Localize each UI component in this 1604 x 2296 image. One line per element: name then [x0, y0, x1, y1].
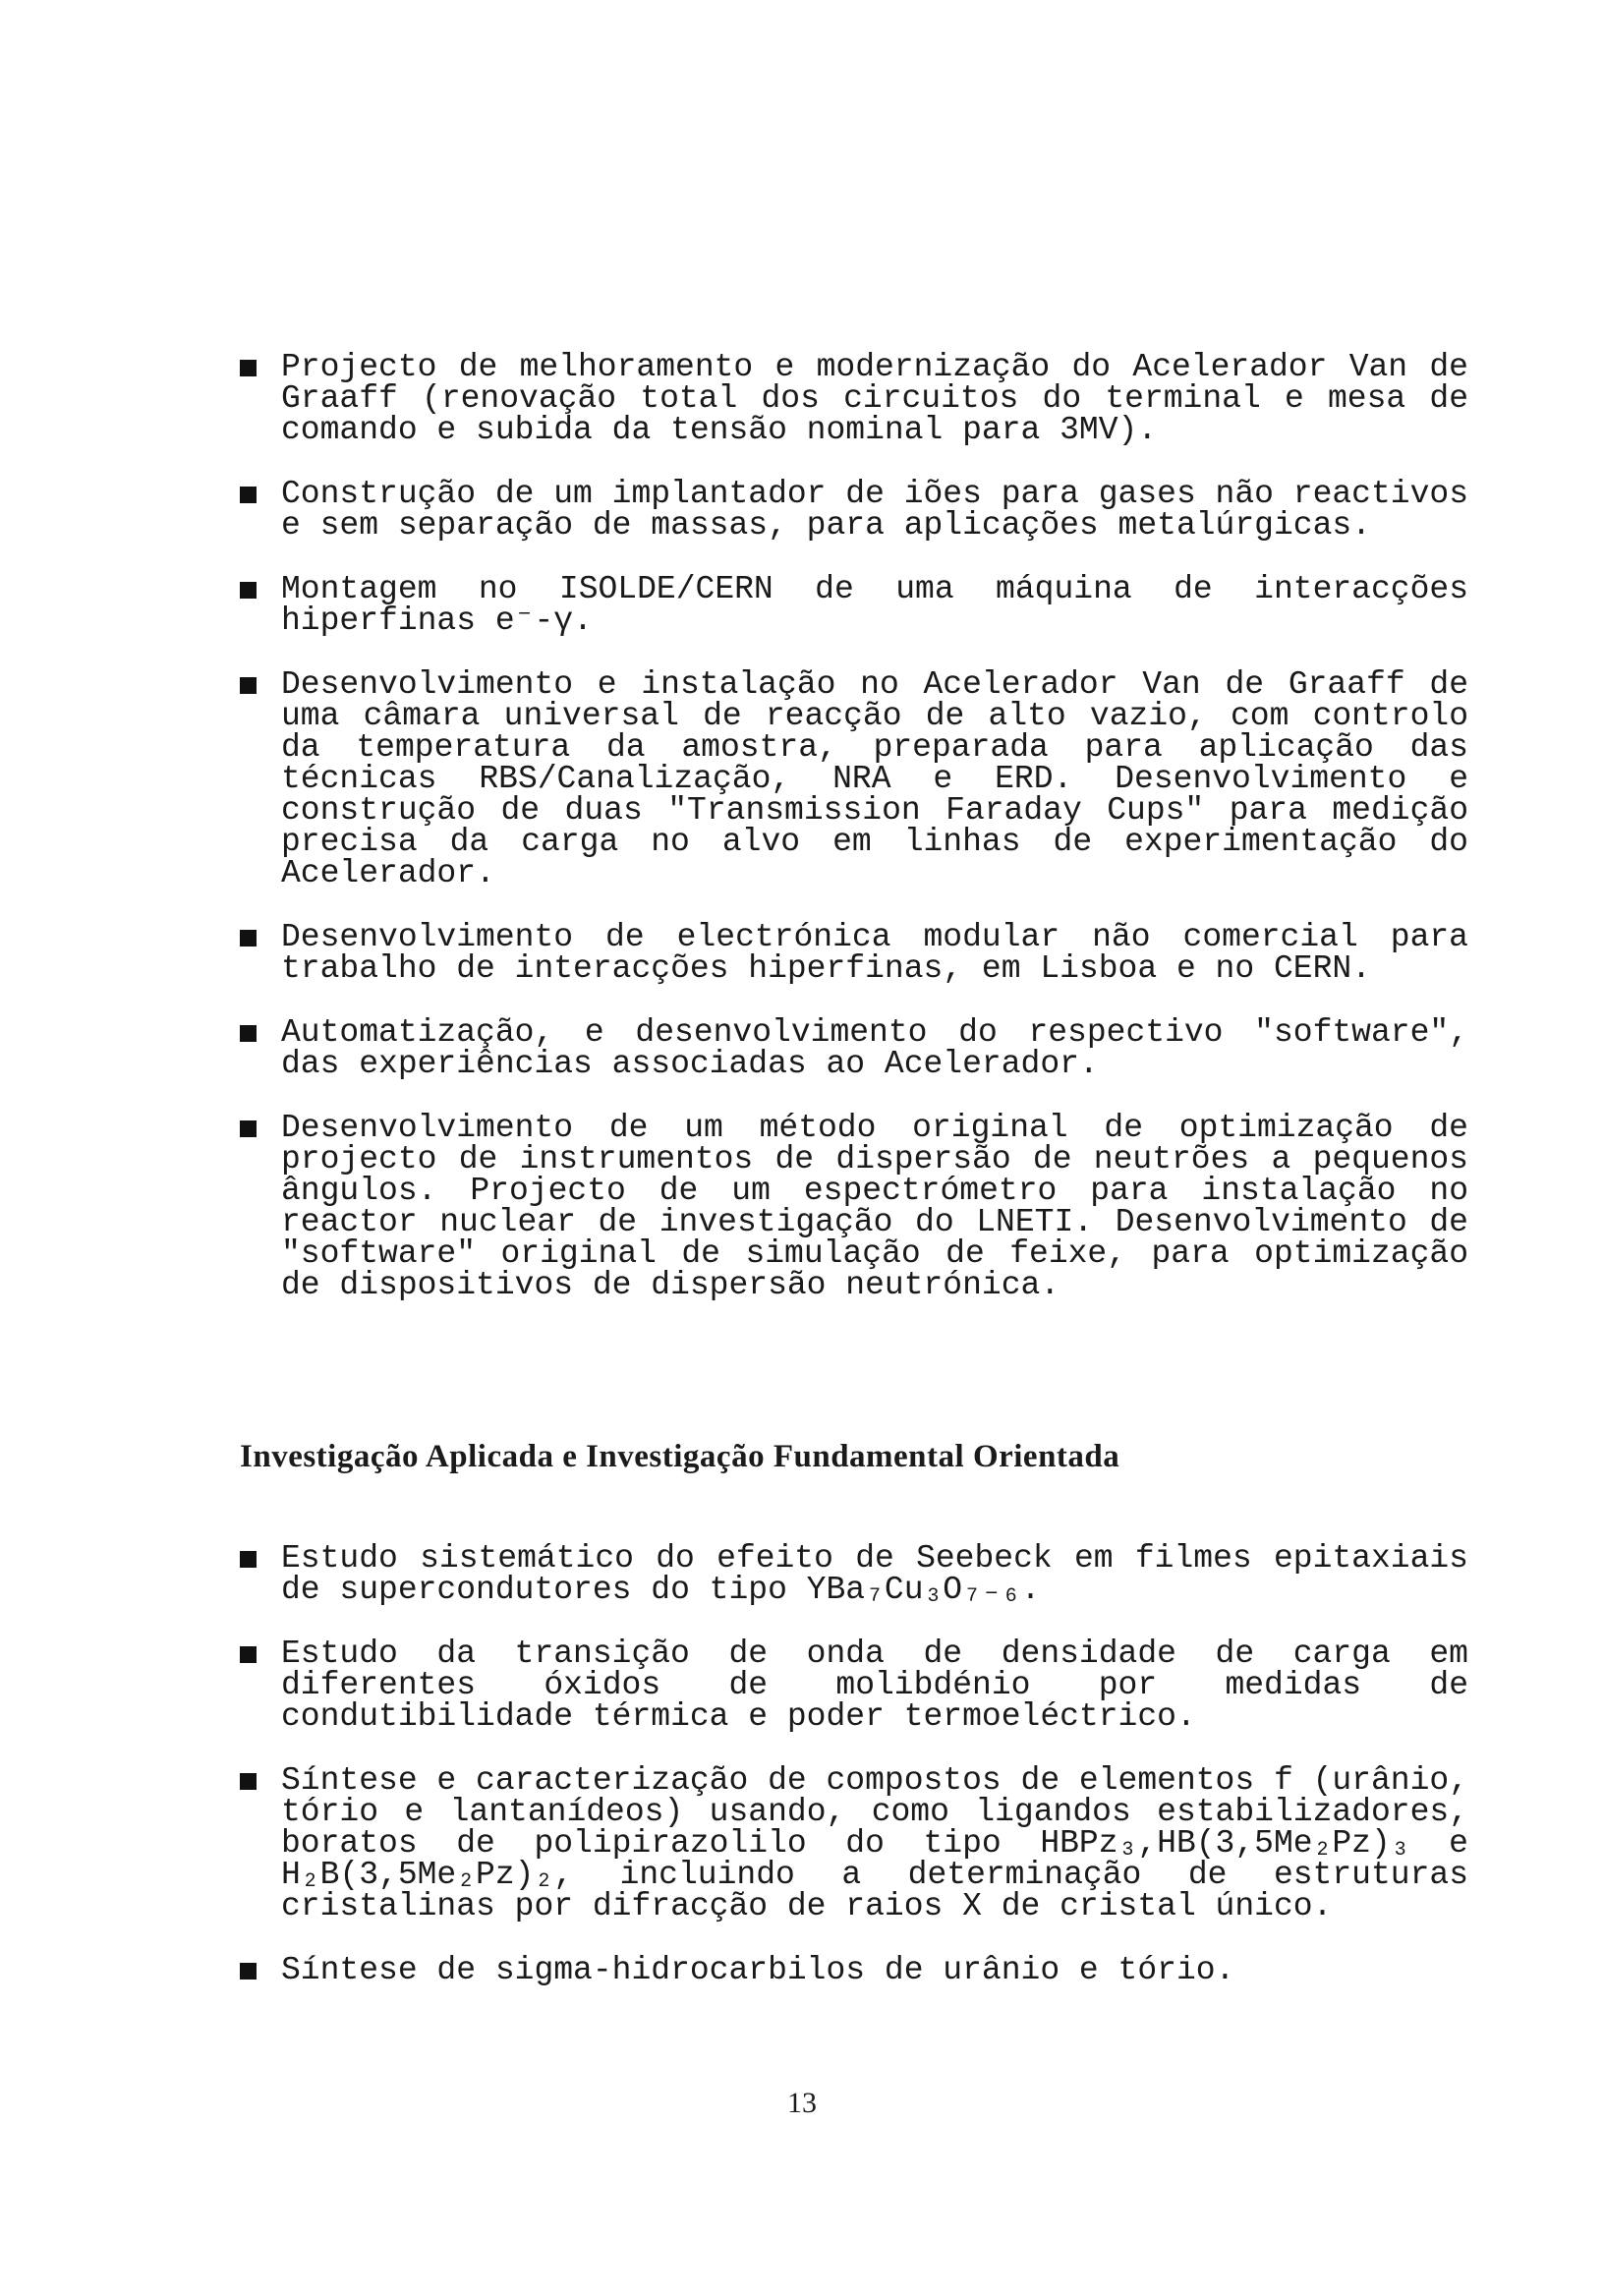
square-bullet-icon: [240, 360, 257, 376]
list-item-text: Estudo sistemático do efeito de Seebeck em filmes epitaxiais de supercondutores do tipo YBa₇Cu₃O₇₋₆.: [281, 1540, 1468, 1608]
list-item-text: Projecto de melhoramento e modernização do Acelerador Van de Graaff (renovação total dos circuitos do terminal e mesa de comando e subida da tensão nominal para 3MV).: [281, 349, 1468, 448]
square-bullet-icon: [240, 1025, 257, 1042]
list-item: [240, 666, 1468, 891]
section-heading: Investigação Aplicada e Investigação Fundamental Orientada: [240, 1439, 1120, 1474]
list-item-text: Automatização, e desenvolvimento do respectivo "software", das experiências associadas ao Acelerador.: [281, 1014, 1468, 1082]
square-bullet-icon: [240, 582, 257, 599]
page-number: 13: [787, 2087, 817, 2119]
square-bullet-icon: [240, 1646, 257, 1663]
list-item-text: Desenvolvimento e instalação no Acelerador Van de Graaff de uma câmara universal de reacção de alto vazio, com controlo da temperatura da amostra, preparada para aplicação das técnicas RBS/Canalização, NRA e ERD. Desenvolvimento e construção de duas "Transmission Faraday Cups" para medição precisa da carga no alvo em linhas de experimentação do Acelerador.: [281, 666, 1468, 891]
list-item: [240, 1110, 1468, 1303]
list-item: [240, 349, 1468, 448]
list-item: [240, 919, 1468, 987]
list-item: [240, 1762, 1468, 1924]
square-bullet-icon: [240, 1963, 257, 1980]
list-item-text: Desenvolvimento de electrónica modular não comercial para trabalho de interacções hiperfinas, em Lisboa e no CERN.: [281, 919, 1468, 987]
square-bullet-icon: [240, 1551, 257, 1568]
list-item: [240, 1014, 1468, 1082]
list-item-text: Desenvolvimento de um método original de optimização de projecto de instrumentos de dispersão de neutrões a pequenos ângulos. Projecto de um espectrómetro para instalação no reactor nuclear de investigação do LNETI. Desenvolvimento de "software" original de simulação de feixe, para optimização de dispositivos de dispersão neutrónica.: [281, 1110, 1468, 1303]
square-bullet-icon: [240, 677, 257, 694]
list-item-text: Construção de um implantador de iões para gases não reactivos e sem separação de massas, para aplicações metalúrgicas.: [281, 476, 1468, 544]
list-item: [240, 1952, 1468, 1988]
list-item: [240, 1540, 1468, 1608]
list-item: [240, 1638, 1468, 1733]
square-bullet-icon: [240, 1120, 257, 1137]
square-bullet-icon: [240, 1773, 257, 1790]
list-item-text: Síntese de sigma-hidrocarbilos de urânio e tório.: [281, 1952, 1235, 1988]
square-bullet-icon: [240, 487, 257, 503]
list-item: [240, 571, 1468, 639]
bullet-list-research: [240, 1540, 1468, 2019]
bullet-list-projects: [240, 349, 1468, 1334]
list-item-text: Estudo da transição de onda de densidade de carga em diferentes óxidos de molibdénio por medidas de condutibilidade térmica e poder termoeléctrico.: [281, 1636, 1468, 1735]
list-item-text: Síntese e caracterização de compostos de elementos f (urânio, tório e lantanídeos) usando, como ligandos estabilizadores, boratos de polipirazolilo do tipo HBPz₃,HB(3,5Me₂Pz)₃ e H₂B(3,5Me₂Pz)₂, incluindo a determinação de estruturas cristalinas por difracção de raios X de cristal único.: [281, 1762, 1468, 1924]
square-bullet-icon: [240, 930, 257, 947]
list-item: [240, 476, 1468, 544]
list-item-text: Montagem no ISOLDE/CERN de uma máquina de interacções hiperfinas e⁻-γ.: [281, 571, 1468, 639]
